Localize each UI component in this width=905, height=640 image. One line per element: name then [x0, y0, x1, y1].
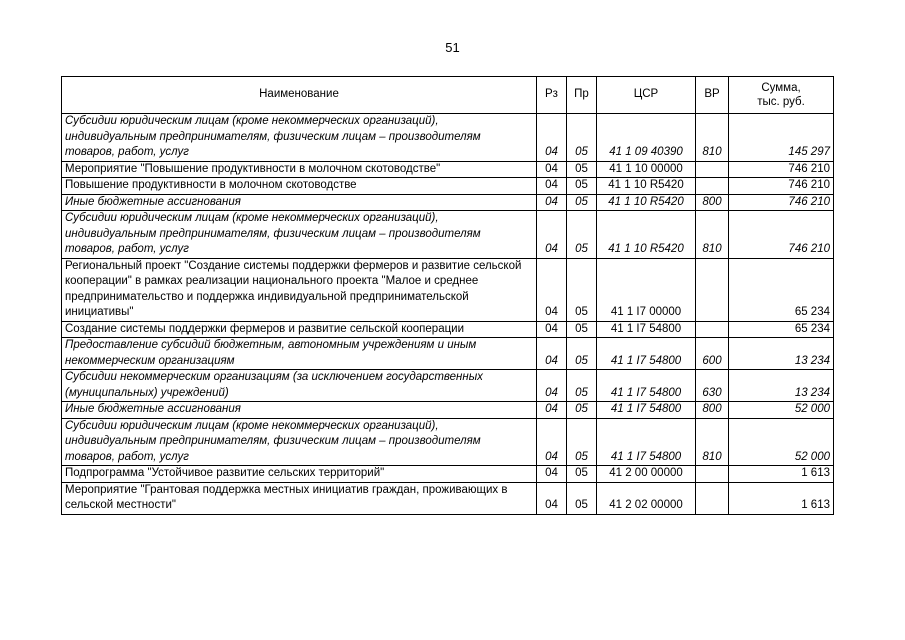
cell-csr: 41 1 10 R5420	[597, 194, 696, 211]
cell-csr: 41 1 09 40390	[597, 114, 696, 162]
cell-pr: 05	[567, 370, 597, 402]
cell-name: Иные бюджетные ассигнования	[62, 402, 537, 419]
column-header-sum	[729, 77, 834, 114]
cell-name: Субсидии юридическим лицам (кроме некоммерческих организаций), индивидуальным предпринимателям, физическим лицам – производителям товаров, работ, услуг	[62, 211, 537, 259]
cell-csr: 41 1 I7 00000	[597, 258, 696, 321]
cell-pr: 05	[567, 194, 597, 211]
table-row	[62, 194, 834, 211]
table-row	[62, 161, 834, 178]
cell-csr: 41 1 10 R5420	[597, 211, 696, 259]
cell-vr	[696, 321, 729, 338]
cell-vr	[696, 161, 729, 178]
cell-name: Мероприятие "Грантовая поддержка местных инициатив граждан, проживающих в сельской местности"	[62, 482, 537, 514]
cell-pr: 05	[567, 321, 597, 338]
cell-csr: 41 1 I7 54800	[597, 418, 696, 466]
cell-sum: 13 234	[729, 370, 834, 402]
cell-name: Иные бюджетные ассигнования	[62, 194, 537, 211]
cell-sum: 52 000	[729, 418, 834, 466]
cell-name: Предоставление субсидий бюджетным, автономным учреждениям и иным некоммерческим организациям	[62, 338, 537, 370]
cell-name: Субсидии некоммерческим организациям (за исключением государственных (муниципальных) учреждений)	[62, 370, 537, 402]
cell-vr	[696, 466, 729, 483]
cell-pr: 05	[567, 402, 597, 419]
cell-rz: 04	[537, 211, 567, 259]
cell-rz: 04	[537, 418, 567, 466]
cell-rz: 04	[537, 402, 567, 419]
table-row	[62, 370, 834, 402]
budget-table	[61, 76, 834, 515]
cell-csr: 41 1 I7 54800	[597, 370, 696, 402]
sum-header-line1: Сумма,	[761, 82, 801, 94]
cell-name: Подпрограмма "Устойчивое развитие сельских территорий"	[62, 466, 537, 483]
cell-rz: 04	[537, 161, 567, 178]
cell-vr: 810	[696, 211, 729, 259]
cell-sum: 746 210	[729, 178, 834, 195]
cell-name: Повышение продуктивности в молочном скотоводстве	[62, 178, 537, 195]
cell-rz: 04	[537, 321, 567, 338]
cell-pr: 05	[567, 178, 597, 195]
cell-pr: 05	[567, 482, 597, 514]
cell-pr: 05	[567, 418, 597, 466]
cell-csr: 41 1 I7 54800	[597, 321, 696, 338]
cell-pr: 05	[567, 466, 597, 483]
table-row	[62, 466, 834, 483]
cell-sum: 145 297	[729, 114, 834, 162]
cell-name: Создание системы поддержки фермеров и развитие сельской кооперации	[62, 321, 537, 338]
cell-csr: 41 1 10 00000	[597, 161, 696, 178]
cell-csr: 41 1 I7 54800	[597, 402, 696, 419]
cell-pr: 05	[567, 114, 597, 162]
cell-vr: 810	[696, 114, 729, 162]
cell-vr: 600	[696, 338, 729, 370]
table-header-row	[62, 77, 834, 114]
cell-csr: 41 2 00 00000	[597, 466, 696, 483]
cell-rz: 04	[537, 482, 567, 514]
cell-vr	[696, 178, 729, 195]
table-row	[62, 482, 834, 514]
column-header-csr: ЦСР	[597, 77, 696, 114]
column-header-pr: Пр	[567, 77, 597, 114]
cell-csr: 41 1 I7 54800	[597, 338, 696, 370]
column-header-vr: ВР	[696, 77, 729, 114]
cell-sum: 746 210	[729, 194, 834, 211]
cell-vr	[696, 258, 729, 321]
cell-pr: 05	[567, 161, 597, 178]
cell-sum: 52 000	[729, 402, 834, 419]
cell-rz: 04	[537, 194, 567, 211]
table-row	[62, 211, 834, 259]
cell-rz: 04	[537, 370, 567, 402]
table-row	[62, 402, 834, 419]
table-row	[62, 418, 834, 466]
cell-name: Мероприятие "Повышение продуктивности в молочном скотоводстве"	[62, 161, 537, 178]
table-row	[62, 178, 834, 195]
column-header-rz: Рз	[537, 77, 567, 114]
cell-rz: 04	[537, 338, 567, 370]
table-row	[62, 114, 834, 162]
cell-vr: 800	[696, 194, 729, 211]
column-header-name: Наименование	[62, 77, 537, 114]
cell-pr: 05	[567, 338, 597, 370]
table-row	[62, 321, 834, 338]
cell-name: Субсидии юридическим лицам (кроме некоммерческих организаций), индивидуальным предпринимателям, физическим лицам – производителям товаров, работ, услуг	[62, 114, 537, 162]
cell-sum: 1 613	[729, 466, 834, 483]
cell-vr: 630	[696, 370, 729, 402]
cell-rz: 04	[537, 258, 567, 321]
cell-rz: 04	[537, 466, 567, 483]
page-number: 51	[445, 40, 460, 55]
cell-sum: 1 613	[729, 482, 834, 514]
cell-csr: 41 2 02 00000	[597, 482, 696, 514]
table-row	[62, 338, 834, 370]
cell-vr: 810	[696, 418, 729, 466]
cell-csr: 41 1 10 R5420	[597, 178, 696, 195]
sum-header-line2: тыс. руб.	[757, 96, 805, 108]
cell-sum: 65 234	[729, 321, 834, 338]
cell-pr: 05	[567, 258, 597, 321]
cell-vr	[696, 482, 729, 514]
cell-sum: 746 210	[729, 161, 834, 178]
cell-rz: 04	[537, 178, 567, 195]
cell-rz: 04	[537, 114, 567, 162]
cell-name: Субсидии юридическим лицам (кроме некоммерческих организаций), индивидуальным предпринимателям, физическим лицам – производителям товаров, работ, услуг	[62, 418, 537, 466]
cell-sum: 13 234	[729, 338, 834, 370]
cell-sum: 65 234	[729, 258, 834, 321]
cell-pr: 05	[567, 211, 597, 259]
table-row	[62, 258, 834, 321]
cell-sum: 746 210	[729, 211, 834, 259]
cell-name: Региональный проект "Создание системы поддержки фермеров и развитие сельской кооперации" в рамках реализации национального проекта "Малое и среднее предпринимательство и поддержка индивидуальной предпринимательской инициативы"	[62, 258, 537, 321]
cell-vr: 800	[696, 402, 729, 419]
